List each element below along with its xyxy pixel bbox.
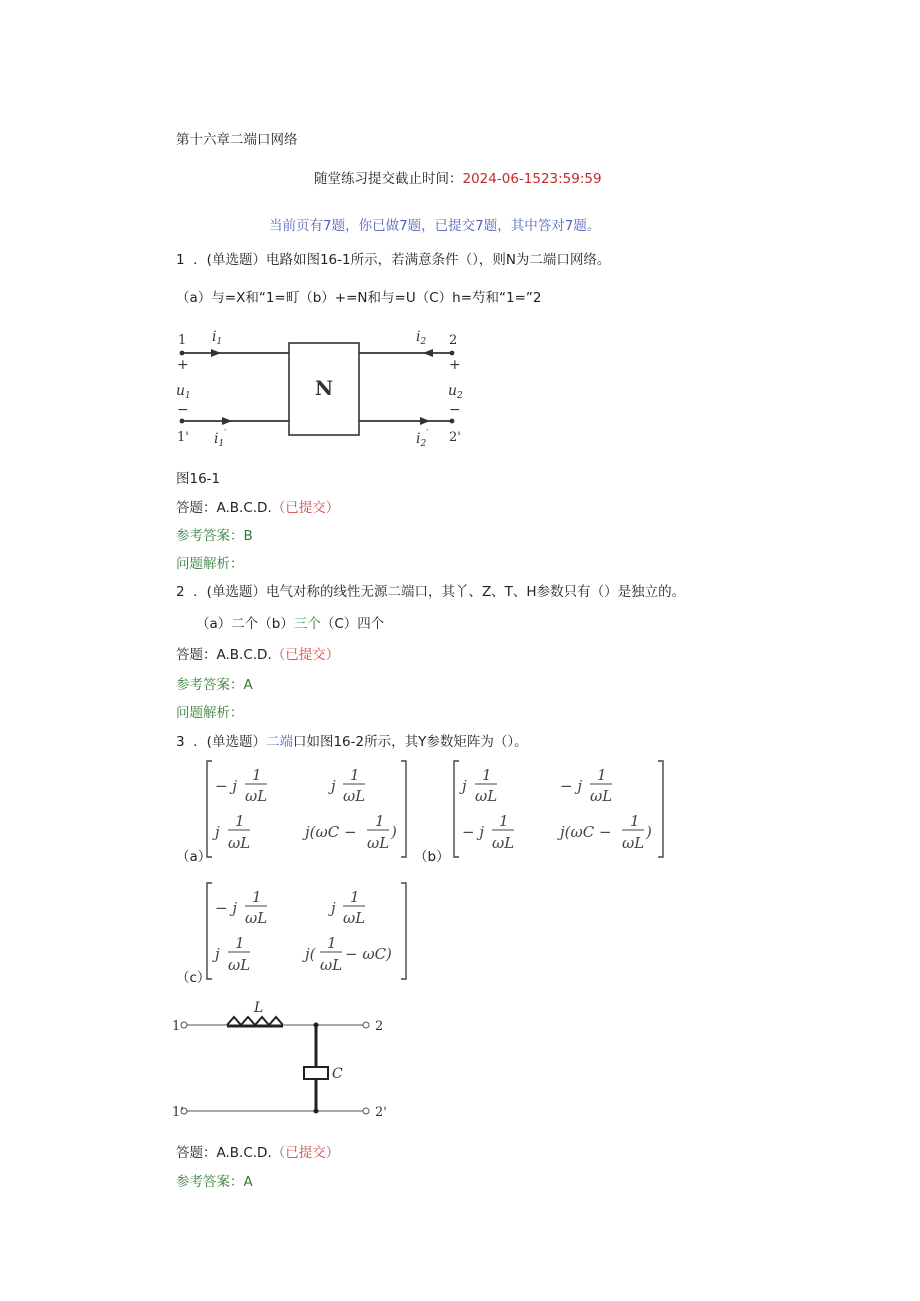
svg-text:1: 1 (499, 812, 509, 830)
option-c-label: （c） (176, 970, 211, 986)
svg-text:− j: − j (560, 777, 582, 795)
option-a-label: （a） (176, 849, 212, 865)
chapter-title: 第十六章二端口网络 (176, 132, 298, 148)
svg-text:− j: − j (462, 823, 484, 841)
question-3-text: 3 ．(单选题）二端口如图16-2所示，其Y参数矩阵为（）。 (176, 734, 528, 750)
deadline (314, 167, 602, 187)
q1-reference-answer: 参考答案：B (176, 528, 253, 544)
port-1p-label: 1' (177, 430, 189, 445)
deadline-value: 2024-06-1523:59:59 (462, 171, 602, 187)
svg-text:j(ωC −: j(ωC − (305, 823, 357, 841)
minus-right: − (449, 402, 461, 418)
matrix-b (452, 758, 667, 860)
svg-text:ωL: ωL (622, 834, 645, 852)
svg-text:L: L (254, 1000, 264, 1016)
svg-text:ωL: ωL (320, 956, 343, 974)
svg-text:1: 1 (597, 766, 607, 784)
option-b-label: （b） (414, 849, 450, 865)
q2-reference-answer: 参考答案：A (176, 677, 253, 693)
svg-text:− ωC): − ωC) (345, 945, 392, 963)
i1-label: $i_1$ (212, 329, 223, 347)
q3-reference-answer: 参考答案：A (176, 1174, 253, 1190)
progress-summary: 当前页有7题，你已做7题，已提交7题，其中答对7题。 (269, 218, 601, 234)
question-2-options: （a）二个（b）三个（C）四个 (196, 616, 385, 632)
question-2-text: 2 ．(单选题）电气对称的线性无源二端口，其丫、Z、T、H参数只有（）是独立的。 (176, 584, 686, 600)
answer-label: 答题： (176, 500, 217, 516)
svg-text:1: 1 (375, 812, 385, 830)
svg-text:− j: − j (215, 777, 237, 795)
svg-text:): ) (391, 823, 397, 841)
minus-left: − (177, 402, 189, 418)
port-2-label: 2 (449, 333, 458, 348)
matrix-a (205, 758, 410, 860)
u2-label: $u_2$ (448, 383, 463, 401)
svg-text:1: 1 (630, 812, 640, 830)
figure-16-2 (170, 995, 400, 1125)
svg-text:j: j (215, 823, 220, 841)
answer-status: （已提交） (271, 500, 340, 516)
svg-text:ωL: ωL (245, 909, 268, 927)
svg-text:1: 1 (235, 934, 245, 952)
q2-answer: 答题：A.B.C.D.（已提交） (176, 647, 340, 663)
svg-text:ωL: ωL (475, 787, 498, 805)
svg-text:2': 2' (375, 1105, 387, 1120)
i2p-label: $i_2'$ (416, 429, 429, 449)
network-label: N (314, 376, 334, 400)
inductor-L (227, 1017, 283, 1027)
figure-16-1 (170, 325, 470, 450)
port-2p-label: 2' (449, 430, 461, 445)
svg-text:ωL: ωL (245, 787, 268, 805)
svg-text:1: 1 (252, 766, 262, 784)
port-1-label: 1 (178, 333, 187, 348)
svg-text:ωL: ωL (492, 834, 515, 852)
q1-analysis-label: 问题解析： (176, 556, 244, 572)
question-1-text: 1 ．(单选题）电路如图16-1所示，若满意条件（），则N为二端口网络。 (176, 252, 611, 268)
svg-text:2: 2 (375, 1019, 384, 1034)
q3-answer: 答题：A.B.C.D.（已提交） (176, 1145, 340, 1161)
svg-text:1: 1 (350, 766, 360, 784)
svg-text:j(ωC −: j(ωC − (560, 823, 612, 841)
capacitor-C (304, 1067, 328, 1079)
matrix-c (205, 880, 410, 982)
svg-text:ωL: ωL (590, 787, 613, 805)
svg-text:j: j (462, 777, 467, 795)
svg-text:1: 1 (482, 766, 492, 784)
svg-text:1: 1 (172, 1019, 181, 1034)
q2-analysis-label: 问题解析： (176, 705, 244, 721)
svg-text:ωL: ωL (228, 956, 251, 974)
svg-text:ωL: ωL (367, 834, 390, 852)
svg-text:j: j (331, 777, 336, 795)
svg-text:): ) (646, 823, 652, 841)
plus-left: + (177, 357, 189, 373)
q1-answer (176, 496, 339, 516)
deadline-label: 随堂练习提交截止时间： (314, 171, 463, 187)
question-1-options: （a）与=X和“1=町（b）+=N和与=U（C）h=芍和“1=”2 (176, 290, 542, 306)
svg-text:C: C (332, 1066, 343, 1082)
i2-label: $i_2$ (416, 329, 427, 347)
svg-text:j: j (331, 899, 336, 917)
figure-16-1-caption: 图16-1 (176, 471, 221, 487)
svg-text:1: 1 (235, 812, 245, 830)
svg-text:1: 1 (350, 888, 360, 906)
svg-text:1': 1' (172, 1105, 184, 1120)
svg-text:j: j (215, 945, 220, 963)
svg-text:1: 1 (327, 934, 337, 952)
svg-text:j(: j( (305, 945, 316, 963)
svg-text:− j: − j (215, 899, 237, 917)
svg-text:ωL: ωL (343, 909, 366, 927)
plus-right: + (449, 357, 461, 373)
svg-text:1: 1 (252, 888, 262, 906)
answer-value: A.B.C.D. (216, 500, 272, 516)
i1p-label: $i_1'$ (214, 429, 227, 449)
svg-text:ωL: ωL (343, 787, 366, 805)
svg-text:ωL: ωL (228, 834, 251, 852)
u1-label: $u_1$ (176, 383, 191, 401)
